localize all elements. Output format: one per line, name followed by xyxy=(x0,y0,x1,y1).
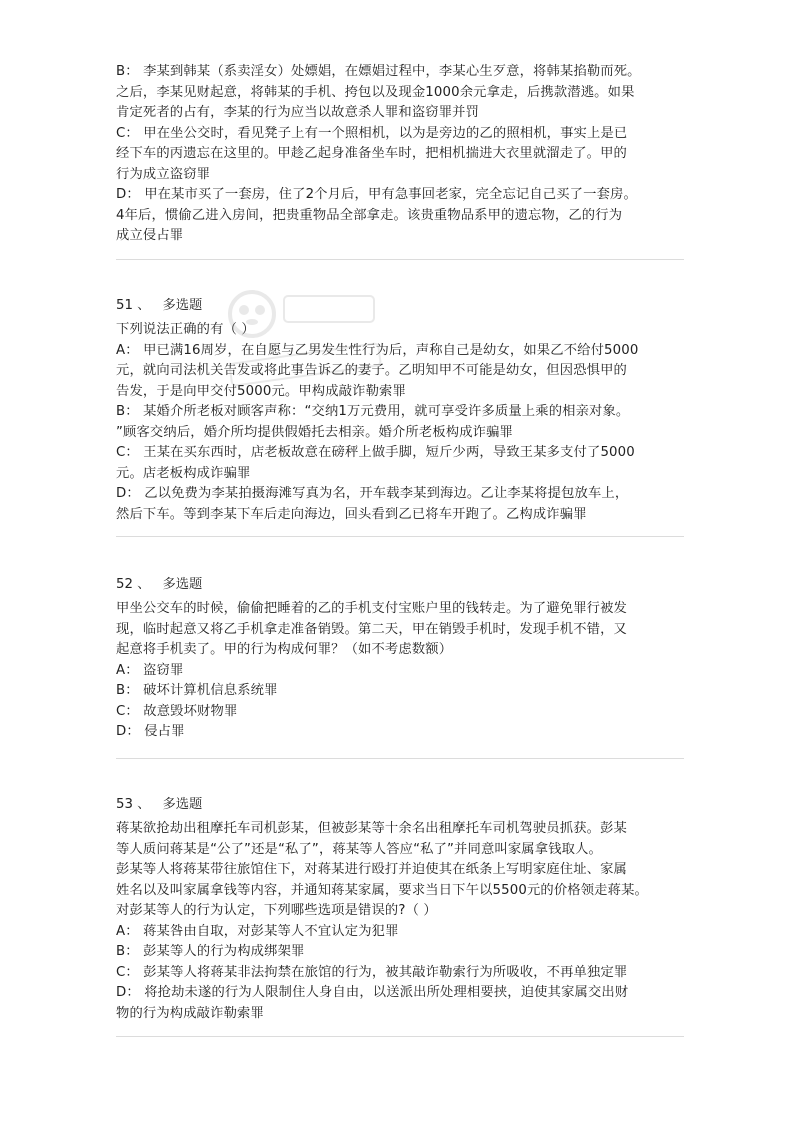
option-line: A： 盗窃罪 xyxy=(116,662,184,678)
text-line: 元，就向司法机关告发或将此事告诉乙的妻子。乙明知甲不可能是幼女，但因恐惧甲的 xyxy=(116,363,627,378)
text-line: 之后，李某见财起意，将韩某的手机、挎包以及现金1000余元拿走，后携款潜逃。如果 xyxy=(116,84,635,100)
text-line: 告发，于是向甲交付5000元。甲构成敲诈勒索罪 xyxy=(116,383,406,399)
question-header xyxy=(116,296,688,316)
option-line: A： 甲已满16周岁，在自愿与乙男发生性行为后，声称自己是幼女，如果乙不给付5000 xyxy=(116,342,639,358)
text-line: 行为成立盗窃罪 xyxy=(116,166,211,182)
question-type: 多选题 xyxy=(162,577,203,592)
text-line: 彭某等人将蒋某带往旅馆住下，对蒋某进行殴打并迫使其在纸条上写明家庭住址、家属 xyxy=(116,862,627,877)
divider xyxy=(116,1036,684,1037)
divider xyxy=(116,259,684,260)
text-line: 然后下车。等到李某下车后走向海边，回头看到乙已将车开跑了。乙构成诈骗罪 xyxy=(116,506,587,522)
text-line: 经下车的丙遗忘在这里的。甲趁乙起身准备坐车时，把相机揣进大衣里就溜走了。甲的 xyxy=(116,146,627,161)
question-header xyxy=(116,575,688,595)
text-line: 成立侵占罪 xyxy=(116,228,184,243)
option-line: C： 故意毁坏财物罪 xyxy=(116,703,238,719)
text-line: 4年后，惯偷乙进入房间，把贵重物品全部拿走。该贵重物品系甲的遗忘物，乙的行为 xyxy=(116,207,623,223)
text-line: 肯定死者的占有，李某的行为应当以故意杀人罪和盗窃罪并罚 xyxy=(116,105,480,120)
option-line: D： 将抢劫未遂的行为人限制住人身自由，以送派出所处理相要挟，迫使其家属交出财 xyxy=(116,985,629,1000)
question-header xyxy=(116,795,688,815)
text-line: 甲坐公交车的时候，偷偷把睡着的乙的手机支付宝账户里的钱转走。为了避免罪行被发 xyxy=(116,601,627,616)
question-53 xyxy=(116,795,688,815)
text-line: 现，临时起意又将乙手机拿走准备销毁。第二天，甲在销毁手机时，发现手机不错，又 xyxy=(116,621,627,637)
option-line: B： 彭某等人的行为构成绑架罪 xyxy=(116,944,305,959)
question-type: 多选题 xyxy=(162,298,203,313)
question-52-body xyxy=(116,599,688,743)
divider xyxy=(116,758,684,759)
text-line: C： 甲在坐公交时，看见凳子上有一个照相机，以为是旁边的乙的照相机，事实上是已 xyxy=(116,125,628,141)
question-number: 53 、 xyxy=(116,797,151,812)
question-type: 多选题 xyxy=(162,797,203,812)
text-line: 对彭某等人的行为认定，下列哪些选项是错误的?（ ） xyxy=(116,903,437,918)
option-line: D： 乙以免费为李某拍摄海滩写真为名，开车载李某到海边。乙让李某将提包放车上， xyxy=(116,486,629,501)
option-line: C： 王某在买东西时，店老板故意在磅秤上做手脚，短斤少两，导致王某多支付了5000 xyxy=(116,445,635,460)
text-line: 等人质问蒋某是“公了”还是“私了”，蒋某等人答应“私了”并同意叫家属拿钱取人。 xyxy=(116,841,602,857)
text-line: 物的行为构成敲诈勒索罪 xyxy=(116,1005,264,1021)
text-line: ”顾客交纳后，婚介所均提供假婚托去相亲。婚介所老板构成诈骗罪 xyxy=(116,424,513,440)
question-51-body xyxy=(116,320,688,525)
option-line: C： 彭某等人将蒋某非法拘禁在旅馆的行为，被其敲诈勒索行为所吸收，不再单独定罪 xyxy=(116,964,628,980)
text-line: 起意将手机卖了。甲的行为构成何罪？（如不考虑数额） xyxy=(116,642,453,657)
text-line: 元。店老板构成诈骗罪 xyxy=(116,465,251,481)
previous-question-options xyxy=(116,62,688,247)
question-51 xyxy=(116,296,688,316)
question-52 xyxy=(116,575,688,595)
option-line: B： 破坏计算机信息系统罪 xyxy=(116,683,278,698)
text-line: 蒋某欲抢劫出租摩托车司机彭某，但被彭某等十余名出租摩托车司机驾驶员抓获。彭某 xyxy=(116,821,627,836)
question-number: 51 、 xyxy=(116,298,151,313)
text-line: 下列说法正确的有（ ） xyxy=(116,322,255,337)
text-line: D： 甲在某市买了一套房，住了2个月后，甲有急事回老家，完全忘记自己买了一套房。 xyxy=(116,187,637,202)
text-line: 姓名以及叫家属拿钱等内容，并通知蒋某家属，要求当日下午以5500元的价格领走蒋某。 xyxy=(116,882,648,898)
option-line: B： 某婚介所老板对顾客声称：“交纳1万元费用，就可享受许多质量上乘的相亲对象。 xyxy=(116,404,630,419)
text-line: B： 李某到韩某（系卖淫女）处嫖娼，在嫖娼过程中，李某心生歹意，将韩某掐勒而死。 xyxy=(116,64,641,79)
question-53-body xyxy=(116,819,688,1024)
divider xyxy=(116,536,684,537)
option-line: A： 蒋某咎由自取，对彭某等人不宜认定为犯罪 xyxy=(116,923,399,939)
question-number: 52 、 xyxy=(116,577,151,592)
option-line: D： 侵占罪 xyxy=(116,724,185,739)
